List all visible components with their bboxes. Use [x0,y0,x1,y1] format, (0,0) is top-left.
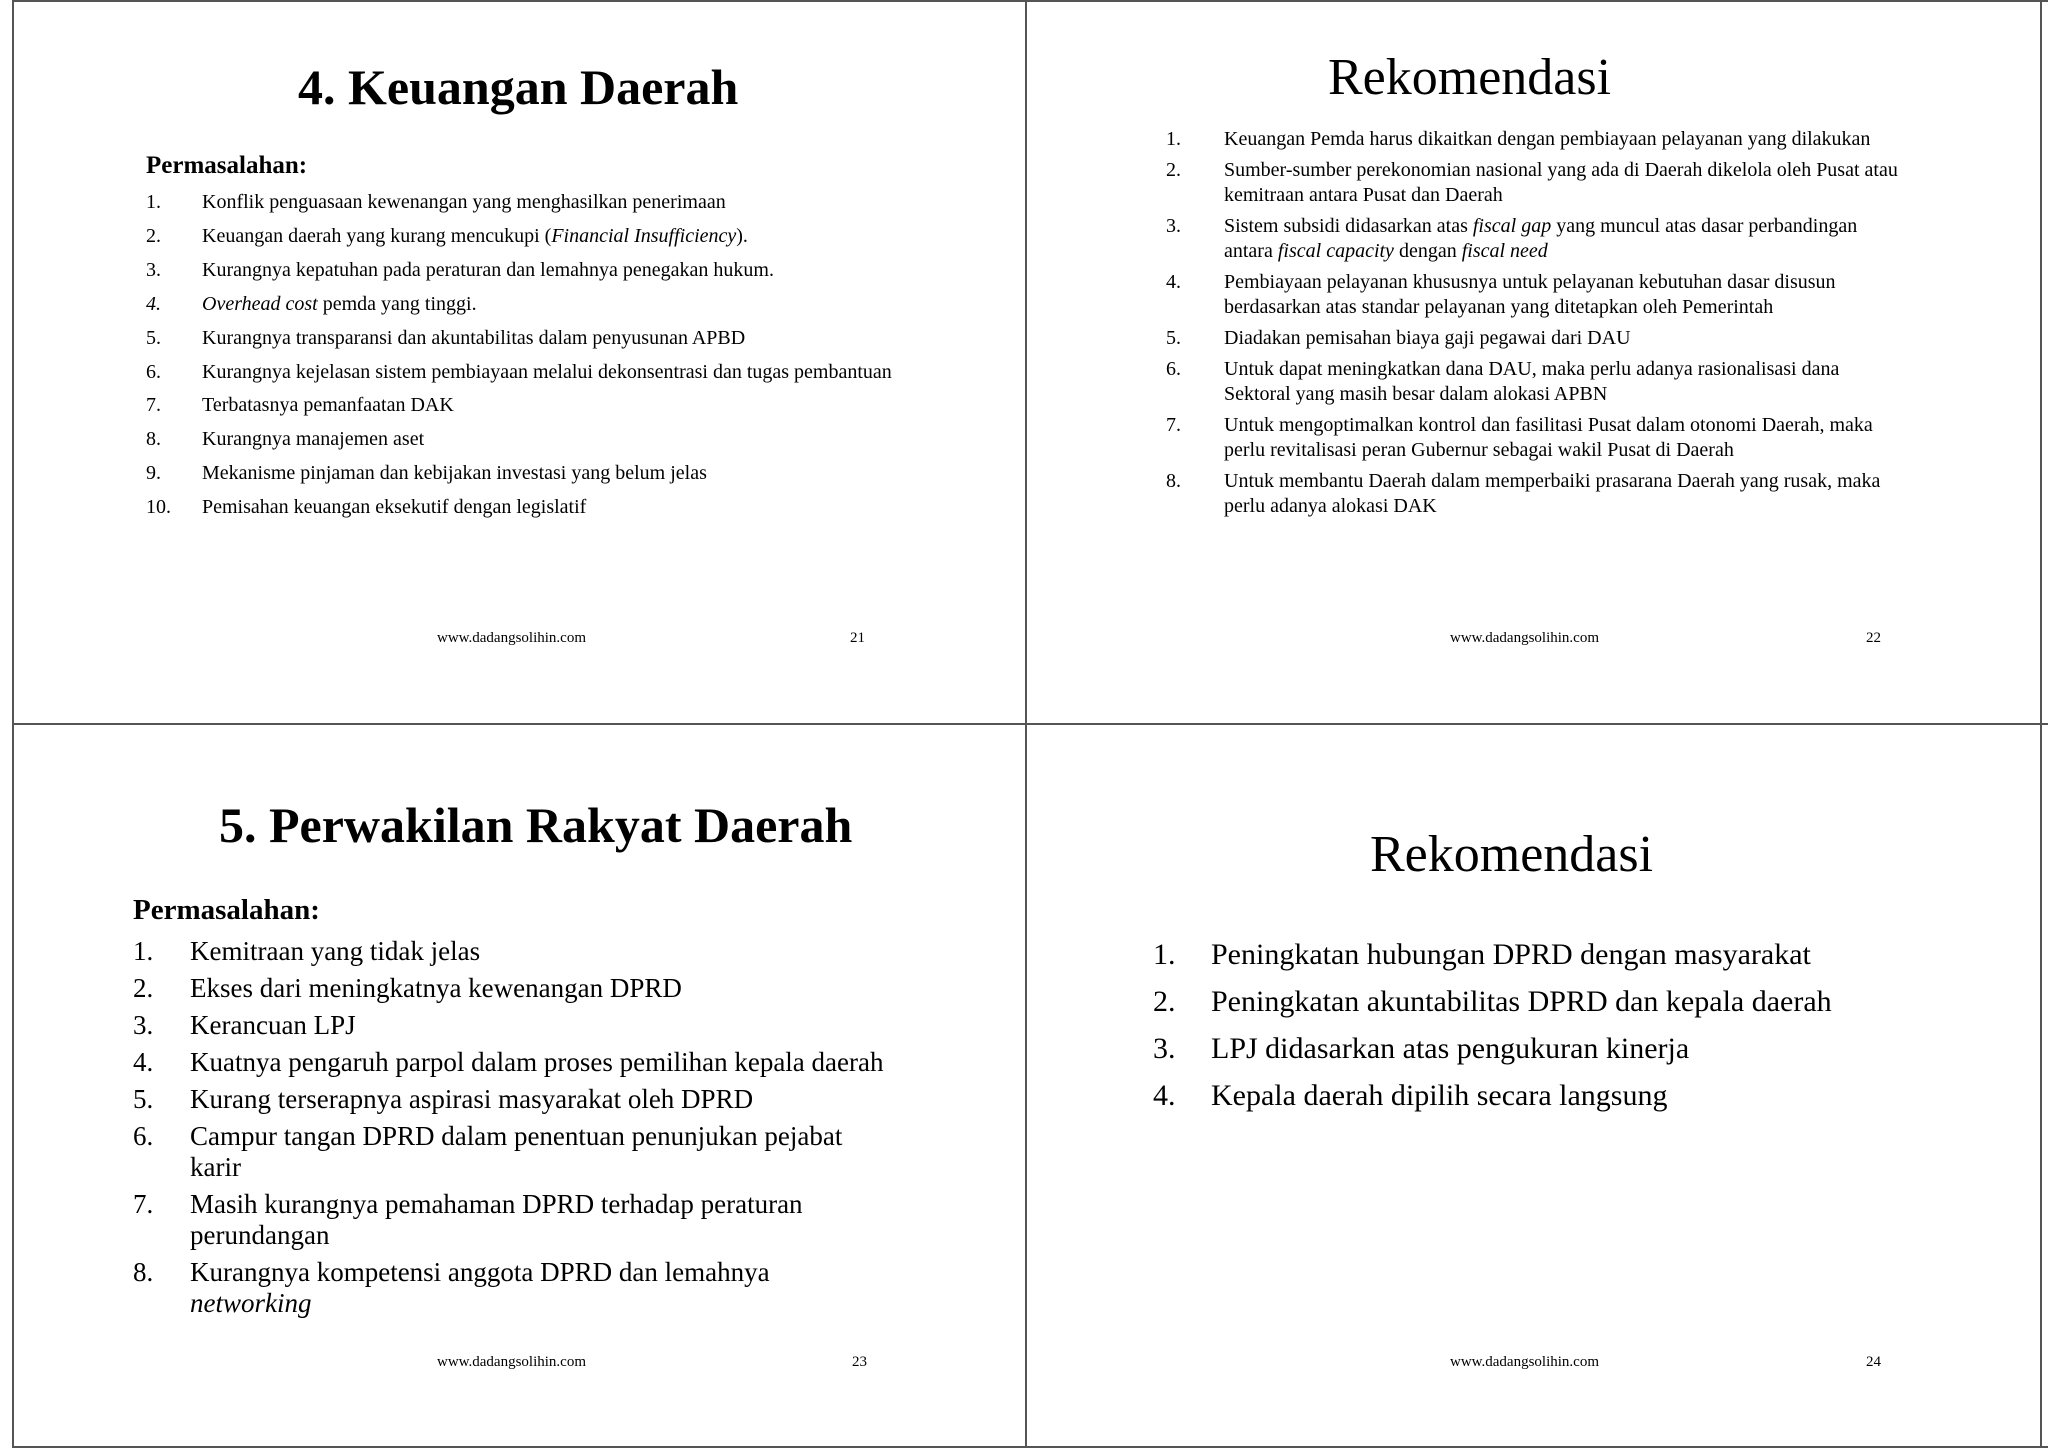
list-item: 3. Kerancuan LPJ [133,1010,356,1040]
footer-url: www.dadangsolihin.com [1450,1354,1600,1370]
list-item: 3. Kurangnya kepatuhan pada peraturan dan lemahnya penegakan hukum. [146,259,774,281]
problem-list [133,936,893,1325]
list-item: 1. Kemitraan yang tidak jelas [133,936,481,966]
list-item: 9. Mekanisme pinjaman dan kebijakan investasi yang belum jelas [146,462,707,484]
list-item: 5. Diadakan pemisahan biaya gaji pegawai dari DAU [1166,327,1631,349]
list-item: 3. LPJ didasarkan atas pengukuran kinerja [1153,1032,1690,1065]
list-item: 2. Peningkatan akuntabilitas DPRD dan kepala daerah [1153,985,1832,1018]
list-item: 8. Kurangnya manajemen aset [146,428,425,450]
list-item: 2. Ekses dari meningkatnya kewenangan DPRD [133,973,682,1003]
slide-title: 5. Perwakilan Rakyat Daerah [219,797,853,853]
list-item: 5. Kurang terserapnya aspirasi masyarakat oleh DPRD [133,1084,754,1114]
recommendation-list [1153,937,1953,1125]
list-item: 2. Sumber-sumber perekonomian nasional yang ada di Daerah dikelola oleh Pusat atau kemitraan antara Pusat dan Daerah [1166,159,1898,206]
list-item: 2. Keuangan daerah yang kurang mencukupi (Financial Insufficiency). [146,225,748,247]
page-number: 21 [850,630,865,646]
slide-divider-horizontal [12,723,2048,725]
list-item: 1. Peningkatan hubungan DPRD dengan masyarakat [1153,938,1811,971]
list-item: 3. Sistem subsidi didasarkan atas fiscal gap yang muncul atas dasar perbandingan antara fiscal capacity dengan fiscal need [1166,215,1858,262]
problem-list [146,190,906,529]
list-item: 6. Kurangnya kejelasan sistem pembiayaan melalui dekonsentrasi dan tugas pembantuan [146,361,892,383]
page-number: 23 [852,1354,867,1370]
list-item: 1. Keuangan Pemda harus dikaitkan dengan pembiayaan pelayanan yang dilakukan [1166,128,1871,150]
slide-title: Rekomendasi [1328,49,1612,106]
slide-subheading: Permasalahan: [146,152,308,179]
list-item: 6. Campur tangan DPRD dalam penentuan penunjukan pejabat karir [133,1121,843,1182]
list-item: 8. Kurangnya kompetensi anggota DPRD dan lemahnya networking [133,1257,770,1318]
list-item: 4. Kuatnya pengaruh parpol dalam proses pemilihan kepala daerah [133,1047,884,1077]
slide-title: 4. Keuangan Daerah [298,59,739,115]
page-border-top [12,0,2048,2]
list-item: 5. Kurangnya transparansi dan akuntabilitas dalam penyusunan APBD [146,327,746,349]
list-item: 4. Overhead cost pemda yang tinggi. [146,293,477,315]
list-item: 7. Masih kurangnya pemahaman DPRD terhadap peraturan perundangan [133,1189,803,1250]
footer-url: www.dadangsolihin.com [1450,630,1600,646]
list-item: 7. Untuk mengoptimalkan kontrol dan fasilitasi Pusat dalam otonomi Daerah, maka perlu revitalisasi peran Gubernur sebagai wakil Pusat di Daerah [1166,414,1873,461]
list-item: 4. Kepala daerah dipilih secara langsung [1153,1079,1668,1112]
slide-subheading: Permasalahan: [133,894,320,926]
page-number: 22 [1866,630,1881,646]
list-item: 4. Pembiayaan pelayanan khususnya untuk pelayanan kebutuhan dasar disusun berdasarkan atas standar pelayanan yang ditetapkan oleh Pemerintah [1166,271,1836,318]
list-item: 1. Konflik penguasaan kewenangan yang menghasilkan penerimaan [146,191,726,213]
footer-url: www.dadangsolihin.com [437,630,587,646]
list-item: 6. Untuk dapat meningkatkan dana DAU, maka perlu adanya rasionalisasi dana Sektoral yang masih besar dalam alokasi APBN [1166,358,1840,405]
footer-url: www.dadangsolihin.com [437,1354,587,1370]
recommendation-list [1166,127,1906,525]
list-item: 10. Pemisahan keuangan eksekutif dengan legislatif [146,496,587,518]
slide-title: Rekomendasi [1370,826,1654,883]
page-number: 24 [1866,1354,1881,1370]
list-item: 8. Untuk membantu Daerah dalam memperbaiki prasarana Daerah yang rusak, maka perlu adanya alokasi DAK [1166,470,1881,517]
list-item: 7. Terbatasnya pemanfaatan DAK [146,394,454,416]
